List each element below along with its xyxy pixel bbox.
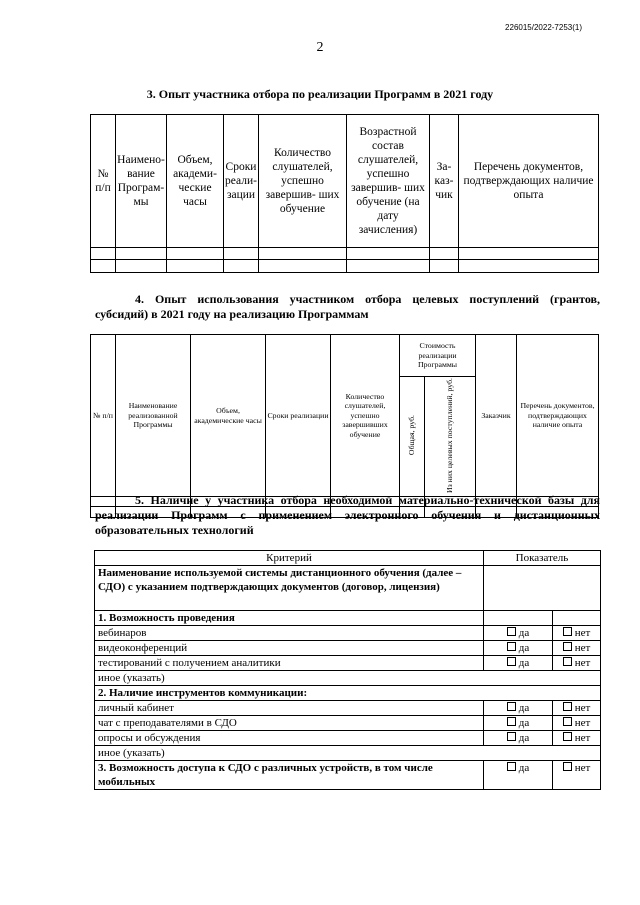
indicator-header: Показатель [484,551,601,566]
no-checkbox[interactable]: нет [553,731,601,746]
section-5-heading [95,493,600,538]
grants-table [90,334,599,518]
header-hours: Объем, академические часы [191,335,266,497]
no-checkbox[interactable]: нет [553,701,601,716]
criterion-other[interactable]: иное (указать) [95,671,601,686]
checkbox-icon [563,657,572,666]
criterion-webinars: вебинаров [95,626,484,641]
yes-checkbox[interactable]: да [484,656,553,671]
sdo-name-label: Наименование используемой системы дистанционного обучения (далее – СДО) с указанием подтверждающих документов (договор, лицензия) [95,566,484,611]
table-row [95,626,601,641]
table-row [95,701,601,716]
criterion-polls: опросы и обсуждения [95,731,484,746]
header-program-name: Наименование реализованной Программы [116,335,191,497]
checkbox-icon [507,627,516,636]
criteria-table [94,550,601,790]
page-number: 2 [316,40,324,55]
no-checkbox[interactable]: нет [553,716,601,731]
experience-table [90,114,599,273]
checkbox-icon [507,717,516,726]
header-cost-targeted: Из них целевых поступлений, руб. [425,377,476,497]
header-students-count: Количество слушателей, успешно завершивших обучение [331,335,400,497]
header-hours: Объем, академи- ческие часы [167,115,224,248]
checkbox-icon [507,702,516,711]
checkbox-icon [507,642,516,651]
checkbox-icon [563,732,572,741]
no-checkbox[interactable]: нет [553,761,601,790]
yes-checkbox[interactable]: да [484,626,553,641]
table-row [91,248,599,260]
table-row [91,260,599,273]
criterion-teacher-chat: чат с преподавателями в СДО [95,716,484,731]
criterion-header: Критерий [95,551,484,566]
section-4-heading [95,292,600,322]
document-number: 226015/2022-7253(1) [505,23,582,32]
table-row [95,731,601,746]
no-checkbox[interactable]: нет [553,656,601,671]
yes-checkbox[interactable]: да [484,761,553,790]
section-5-title: 5. Наличие у участника отбора необходимой материально-технической базы для реализации Программ с применением электронного обучения и дистанционных образовательных технологий [95,493,600,537]
sdo-name-value[interactable] [484,566,601,611]
yes-checkbox[interactable]: да [484,641,553,656]
group-1-title: 1. Возможность проведения [95,611,484,626]
header-terms: Сроки реали- зации [224,115,259,248]
criterion-testing: тестирований с получением аналитики [95,656,484,671]
checkbox-icon [563,762,572,771]
yes-checkbox[interactable]: да [484,701,553,716]
group-2-title: 2. Наличие инструментов коммуникации: [95,686,601,701]
group-3-title: 3. Возможность доступа к СДО с различных устройств, в том числе мобильных [95,761,484,790]
table-row [95,746,601,761]
table-row [95,761,601,790]
header-documents: Перечень документов, подтверждающих наличие опыта [459,115,599,248]
yes-checkbox[interactable]: да [484,731,553,746]
header-documents: Перечень документов, подтверждающих наличие опыта [517,335,599,497]
checkbox-icon [563,627,572,636]
header-number: № п/п [91,115,116,248]
section-3-title: 3. Опыт участника отбора по реализации Программ в 2021 году [146,87,494,101]
table-row [95,716,601,731]
criterion-other[interactable]: иное (указать) [95,746,601,761]
section-3-heading [0,87,640,102]
section-4-title: 4. Опыт использования участником отбора целевых поступлений (грантов, субсидий) в 2021 году на реализацию Программам [95,292,600,321]
checkbox-icon [507,762,516,771]
criterion-videoconferences: видеоконференций [95,641,484,656]
checkbox-icon [563,717,572,726]
header-age-structure: Возрастной состав слушателей, успешно завершив- ших обучение (на дату зачисления) [347,115,430,248]
header-cost-total: Общая, руб. [400,377,425,497]
table-row [95,671,601,686]
no-checkbox[interactable]: нет [553,626,601,641]
header-terms: Сроки реализации [266,335,331,497]
header-program-name: Наимено- вание Програм- мы [116,115,167,248]
no-checkbox[interactable]: нет [553,641,601,656]
header-customer: Заказчик [476,335,517,497]
table-row [95,641,601,656]
header-customer: За- каз- чик [430,115,459,248]
checkbox-icon [563,642,572,651]
header-cost: Стоимость реализации Программы [400,335,476,377]
checkbox-icon [563,702,572,711]
checkbox-icon [507,732,516,741]
table-row [95,656,601,671]
header-number: № п/п [91,335,116,497]
yes-checkbox[interactable]: да [484,716,553,731]
criterion-personal-account: личный кабинет [95,701,484,716]
header-students-count: Количество слушателей, успешно завершив- ших обучение [259,115,347,248]
checkbox-icon [507,657,516,666]
